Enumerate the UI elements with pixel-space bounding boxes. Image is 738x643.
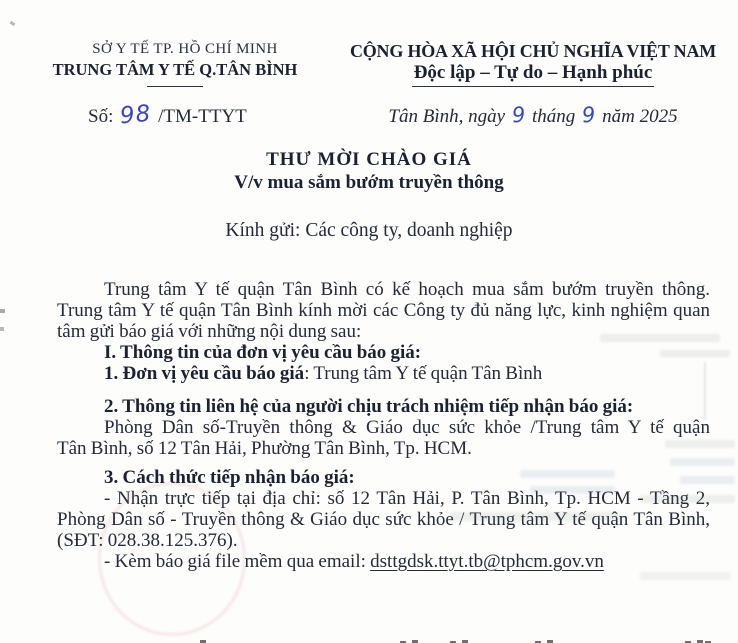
- intro-line-3: tâm gửi báo giá với những nội dung sau:: [57, 321, 362, 342]
- bleedthrough-artifact: [680, 476, 735, 484]
- date-prefix: Tân Bình, ngày: [388, 106, 510, 127]
- agency-name: TRUNG TÂM Y TẾ Q.TÂN BÌNH: [52, 60, 298, 79]
- bleedthrough-artifact: [665, 440, 735, 448]
- requesting-unit-line: [57, 363, 710, 384]
- handwritten-day: 9: [510, 102, 527, 128]
- intro-line-1: Trung tâm Y tế quận Tân Bình có kế hoạch mua sắm bướm truyền thông.: [104, 279, 710, 300]
- contact-info-heading: 2. Thông tin liên hệ của người chịu trách nhiệm tiếp nhận báo giá:: [104, 396, 634, 417]
- parent-agency-name: SỞ Y TẾ TP. HỒ CHÍ MINH: [92, 41, 278, 57]
- receive-method-heading: 3. Cách thức tiếp nhận báo giá:: [104, 467, 355, 488]
- scan-speck: [10, 21, 16, 26]
- national-motto-wrap: [332, 62, 734, 87]
- method-line-3: (SĐT: 028.38.125.376).: [57, 530, 238, 551]
- email-prefix: - Kèm báo giá file mềm qua email:: [104, 551, 371, 572]
- requesting-unit-value: : Trung tâm Y tế quận Tân Bình: [304, 363, 543, 384]
- bleedthrough-artifact: [530, 486, 615, 494]
- bleedthrough-artifact: [640, 495, 735, 503]
- document-number: [88, 102, 247, 128]
- bleedthrough-artifact: [640, 572, 730, 580]
- bleedthrough-artifact: [520, 470, 615, 478]
- method-line-1: - Nhận trực tiếp tại địa chỉ: số 12 Tân Hải, P. Tân Bình, Tp. HCM - Tầng 2,: [104, 488, 710, 509]
- handwritten-document-number: 98: [119, 100, 153, 130]
- scan-speck: [0, 327, 4, 331]
- requesting-unit-label: 1. Đơn vị yêu cầu báo giá: [104, 363, 305, 384]
- email-link[interactable]: dsttgdsk.ttyt.tb@tphcm.gov.vn: [370, 551, 604, 572]
- intro-paragraph: [57, 279, 710, 342]
- bleedthrough-artifact: [704, 362, 706, 420]
- bleedthrough-artifact: [660, 350, 730, 357]
- date-middle: tháng: [527, 106, 580, 127]
- bleedthrough-artifact: [670, 458, 735, 466]
- salutation: Kính gửi: Các công ty, doanh nghiệp: [225, 220, 513, 241]
- document-number-suffix: /TM-TTYT: [153, 106, 247, 127]
- document-number-prefix: Số:: [88, 106, 119, 127]
- document-title: THƯ MỜI CHÀO GIÁ: [266, 149, 472, 170]
- handwritten-month: 9: [580, 102, 597, 128]
- national-title: CỘNG HÒA XÃ HỘI CHỦ NGHĨA VIỆT NAM: [349, 41, 717, 61]
- intro-line-2: Trung tâm Y tế quận Tân Bình kính mời các Công ty đủ năng lực, kinh nghiệm quan: [57, 300, 710, 321]
- contact-line-2: Tân Bình, số 12 Tân Hải, Phường Tân Bình, Tp. HCM.: [57, 438, 472, 459]
- scan-speck: [0, 309, 5, 313]
- bleedthrough-artifact: [450, 512, 620, 521]
- national-motto: Độc lập – Tự do – Hạnh phúc: [412, 62, 655, 87]
- contact-line-1: Phòng Dân số-Truyền thông & Giáo dục sức khỏe /Trung tâm Y tế quận: [104, 417, 710, 438]
- section-1-heading: I. Thông tin của đơn vị yêu cầu báo giá:: [104, 342, 422, 363]
- seal-bleedthrough-artifact: [98, 482, 246, 636]
- date-suffix: năm 2025: [597, 106, 678, 127]
- method-line-2: Phòng Dân số - Truyền thông & Giáo dục sức khỏe / Trung tâm Y tế quận Tân Bình,: [57, 509, 710, 530]
- agency-underline: [147, 86, 203, 87]
- bleedthrough-artifact: [600, 334, 720, 342]
- place-date-line: [332, 103, 734, 128]
- document-subject: V/v mua sắm bướm truyền thông: [234, 172, 504, 193]
- contact-paragraph: [57, 417, 710, 459]
